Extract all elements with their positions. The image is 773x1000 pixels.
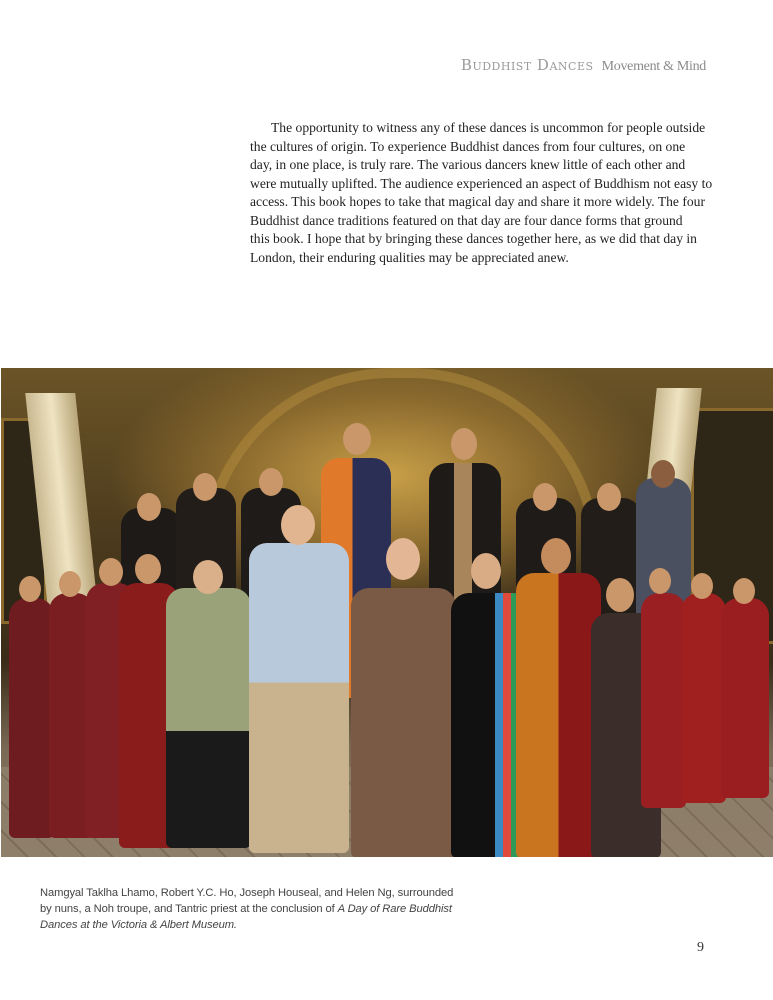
photo-caption xyxy=(40,885,460,933)
body-line: Buddhist dance traditions featured on that day are four dance forms that ground xyxy=(250,212,683,228)
body-paragraph xyxy=(250,119,720,267)
figure-nun xyxy=(9,598,54,838)
figure-head xyxy=(651,460,675,488)
figure-robert-ho xyxy=(249,543,349,853)
caption-text: Namgyal Taklha Lhamo, Robert Y.C. Ho, Joseph Houseal, and Helen Ng, surrounded by nuns, a Noh troupe, and Tantric priest at the conclusion of xyxy=(40,887,454,915)
body-line: The opportunity to witness any of these dances is uncommon for people outside xyxy=(271,120,706,135)
figure-head xyxy=(471,553,501,589)
figure-head xyxy=(193,560,223,594)
body-line: the cultures of origin. To experience Buddhist dances from four cultures, on one xyxy=(250,138,686,154)
page-number: 9 xyxy=(697,940,704,955)
figure-head xyxy=(691,573,713,599)
figure-nun xyxy=(721,598,769,798)
running-head xyxy=(461,55,706,75)
body-line: day, in one place, is truly rare. The various dancers knew little of each other and xyxy=(250,157,686,172)
figure-namgyal-taklha-lhamo xyxy=(166,588,251,848)
figure-head xyxy=(135,554,161,584)
figure-head xyxy=(386,538,420,580)
running-head-subtitle: Movement & Mind xyxy=(601,59,706,74)
figure-head xyxy=(281,505,315,545)
figure-head xyxy=(259,468,283,496)
body-line: London, their enduring qualities may be appreciated anew. xyxy=(250,249,569,265)
figure-head xyxy=(733,578,755,604)
figure-monk xyxy=(516,573,601,857)
figure-head xyxy=(59,571,81,597)
figure-head xyxy=(137,493,161,521)
figure-head xyxy=(19,576,41,602)
body-line: were mutually uplifted. The audience experienced an aspect of Buddhism not easy to xyxy=(250,175,713,191)
figure-head xyxy=(451,428,477,460)
figure-nun xyxy=(681,593,726,803)
body-line: access. This book hopes to take that magical day and share it more widely. The four xyxy=(250,194,706,209)
caption-event-title: A Day of Rare Buddhist Dances at the Victoria & Albert Museum. xyxy=(40,903,452,931)
figure-head xyxy=(649,568,671,594)
body-line: this book. I hope that by bringing these dances together here, as we did that day in xyxy=(250,231,697,246)
figure-head xyxy=(606,578,634,612)
figure-joseph-houseal xyxy=(351,588,456,857)
figure-nun xyxy=(641,593,686,808)
figure-head xyxy=(533,483,557,511)
figure-head xyxy=(193,473,217,501)
figure-head xyxy=(343,423,371,455)
figure-head xyxy=(541,538,571,574)
group-photo xyxy=(1,368,773,857)
figure-head xyxy=(99,558,123,586)
figure-head xyxy=(597,483,621,511)
running-head-series: Buddhist Dances xyxy=(460,56,594,74)
